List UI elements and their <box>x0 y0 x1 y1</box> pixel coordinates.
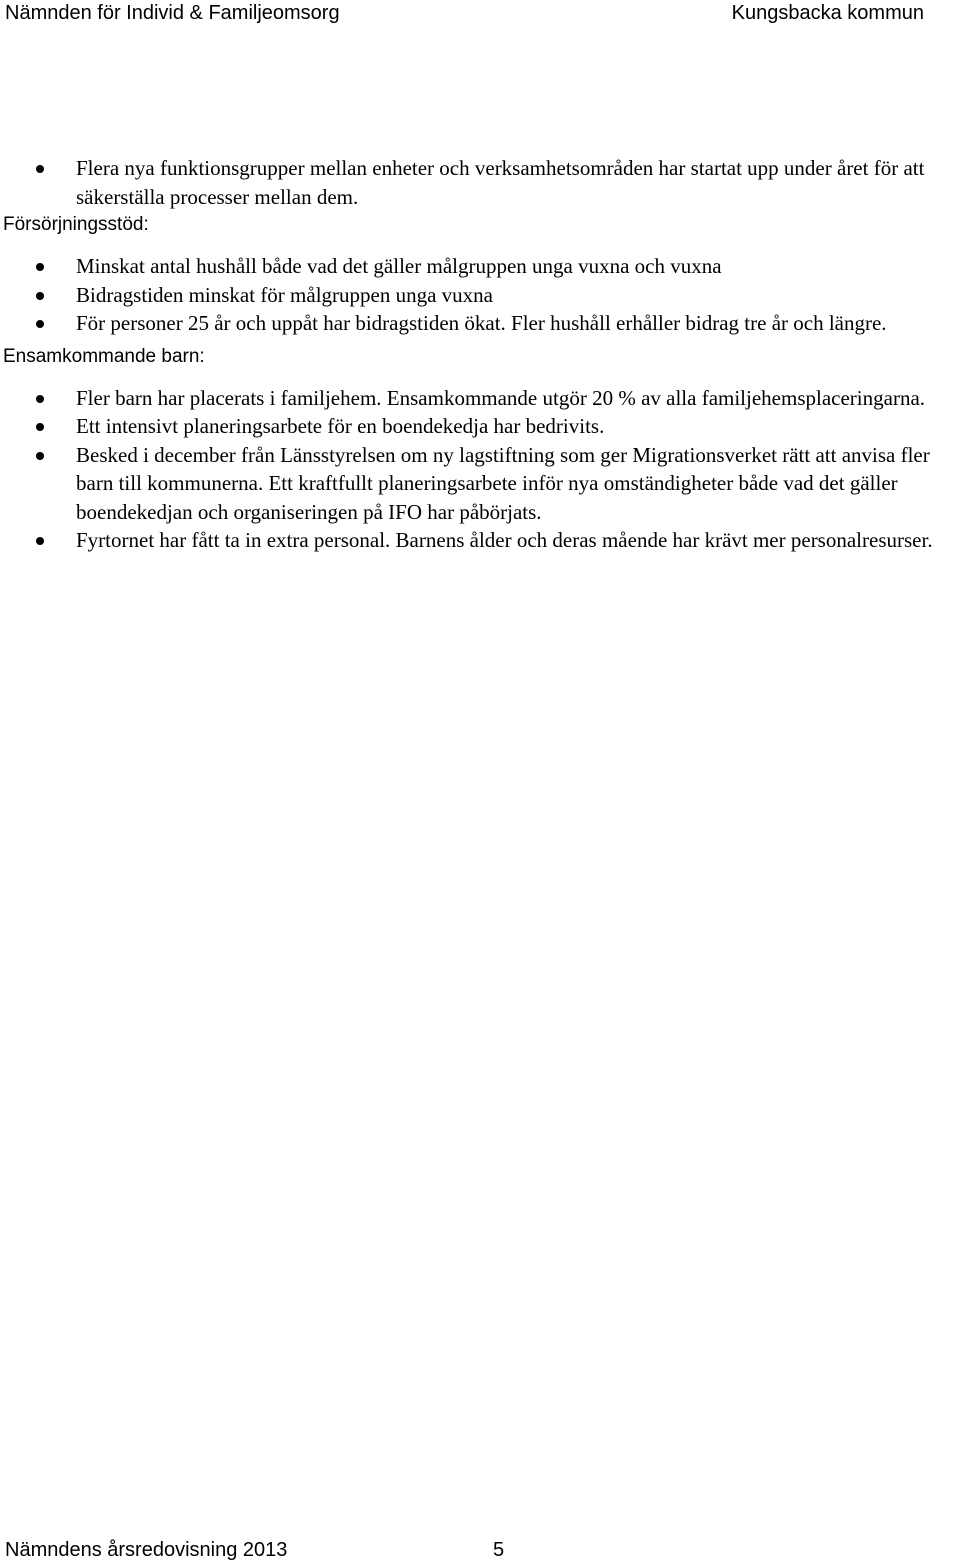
page-header <box>0 0 960 30</box>
list-item <box>0 309 960 338</box>
list-item-text: Besked i december från Länsstyrelsen om ny lagstiftning som ger Migrationsverket rätt att anvisa fler barn till kommunerna. Ett kraftfullt planeringsarbete inför nya omständigheter både vad det gäller boendekedjan och organiseringen på IFO har påbörjats. <box>76 442 930 524</box>
list-item <box>0 384 960 413</box>
footer-report-title: Nämndens årsredovisning 2013 <box>5 1539 288 1561</box>
list-item-text: För personer 25 år och uppåt har bidragstiden ökat. Fler hushåll erhåller bidrag tre år och längre. <box>76 311 887 335</box>
page-footer <box>5 1539 905 1562</box>
list-item <box>0 412 960 441</box>
list-item-text: Minskat antal hushåll både vad det gäller målgruppen unga vuxna och vuxna <box>76 254 722 278</box>
intro-bullet-list <box>0 154 960 211</box>
bullet-icon <box>36 537 44 545</box>
section-heading-ensamkommande: Ensamkommande barn: <box>3 345 205 367</box>
section-heading-forsorjningsstod: Försörjningsstöd: <box>3 214 149 235</box>
bullet-icon <box>36 292 44 300</box>
bullet-icon <box>36 165 44 173</box>
list-item <box>0 281 960 310</box>
header-municipality: Kungsbacka kommun <box>731 2 924 24</box>
bullet-icon <box>36 263 44 271</box>
header-department: Nämnden för Individ & Familjeomsorg <box>5 2 340 24</box>
ensamkommande-bullet-list <box>0 384 960 555</box>
page-number: 5 <box>493 1539 505 1561</box>
bullet-icon <box>36 423 44 431</box>
bullet-icon <box>36 452 44 460</box>
document-body <box>0 154 960 555</box>
forsorjning-bullet-list <box>0 252 960 338</box>
list-item-text: Bidragstiden minskat för målgruppen unga vuxna <box>76 282 493 307</box>
list-item <box>0 252 960 281</box>
list-item <box>0 441 960 527</box>
list-item-text: Flera nya funktionsgrupper mellan enheter och verksamhetsområden har startat upp under året för att säkerställa processer mellan dem. <box>76 156 925 209</box>
list-item-text: Fyrtornet har fått ta in extra personal. Barnens ålder och deras mående har krävt mer personalresurser. <box>76 528 933 552</box>
bullet-icon <box>36 320 44 328</box>
list-item <box>0 526 960 555</box>
bullet-icon <box>36 395 44 403</box>
list-item-text: Fler barn har placerats i familjehem. Ensamkommande utgör 20 % av alla familjehemsplaceringarna. <box>76 385 926 410</box>
list-item-text: Ett intensivt planeringsarbete för en boendekedja har bedrivits. <box>76 414 605 438</box>
list-item <box>0 154 960 211</box>
